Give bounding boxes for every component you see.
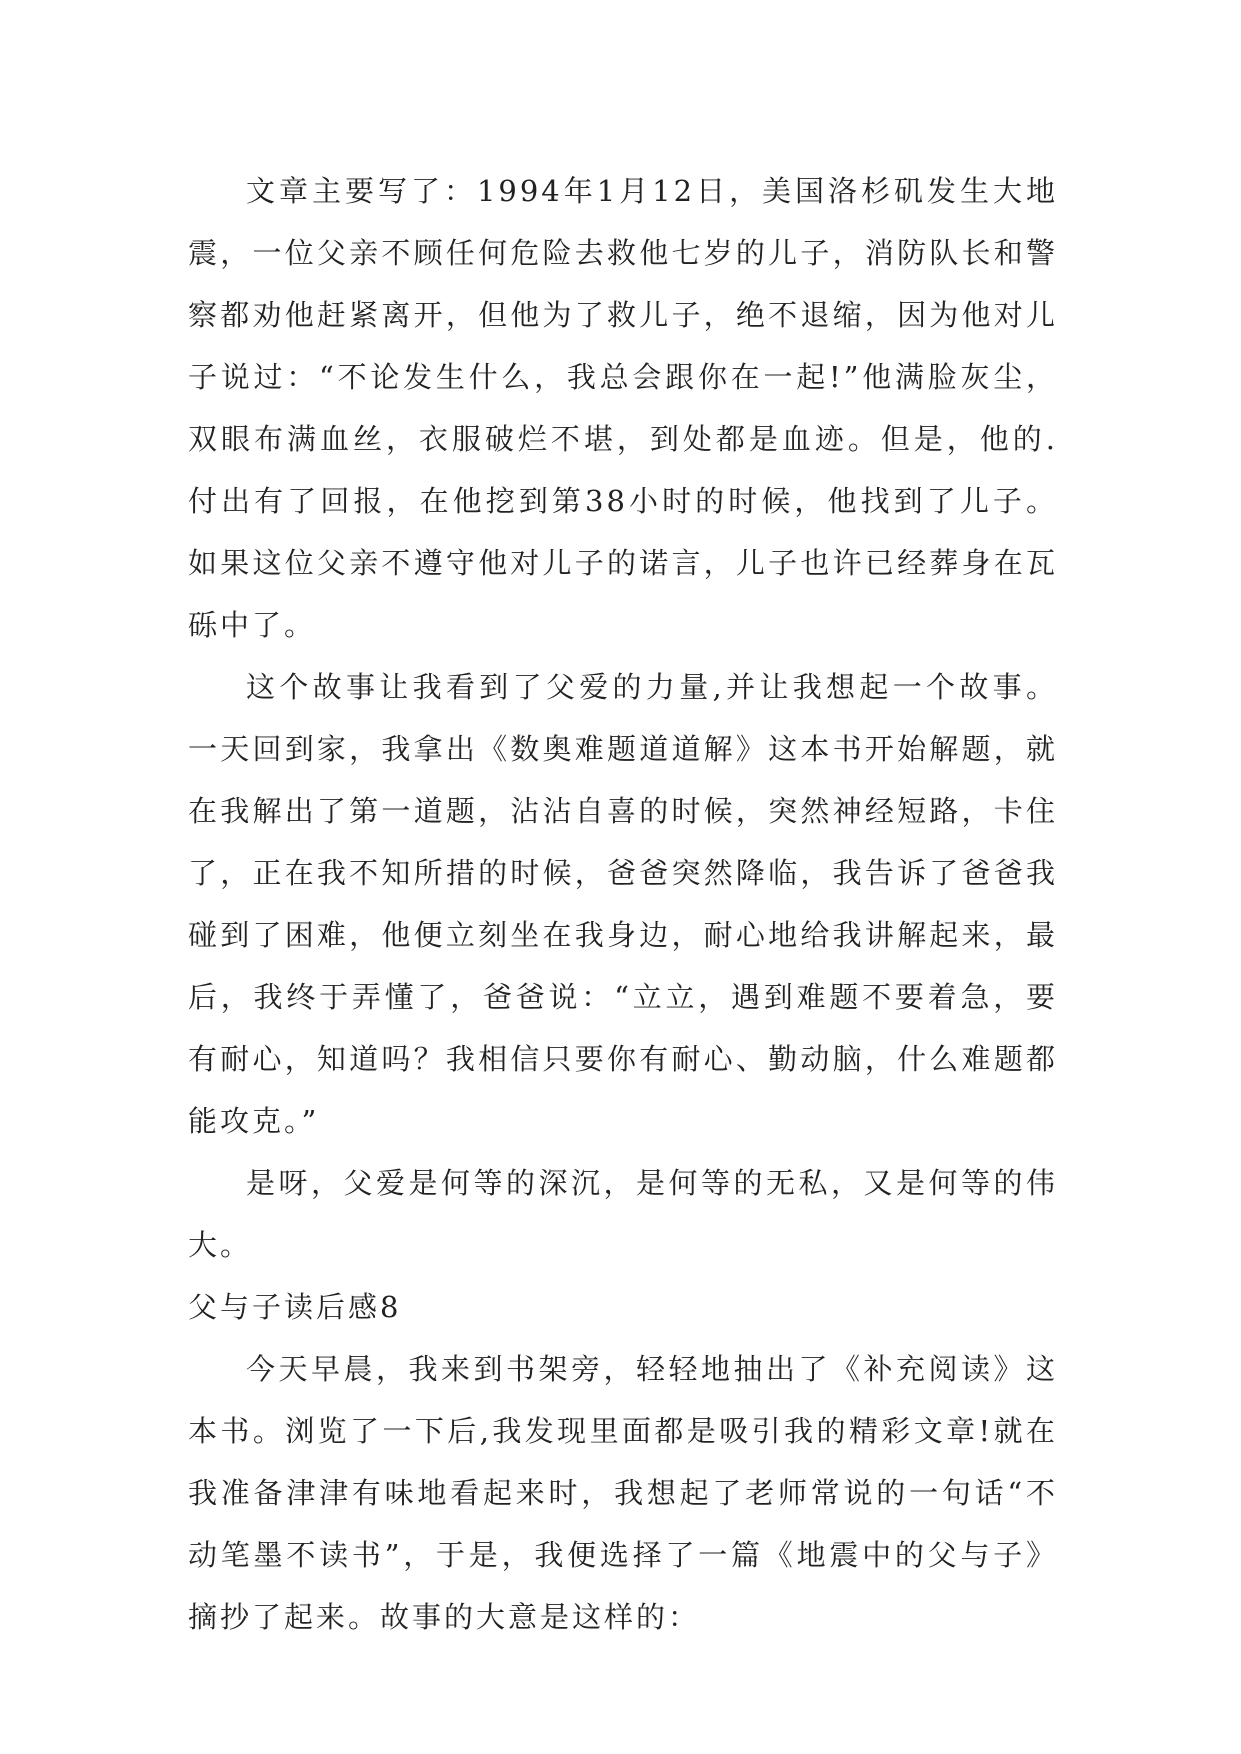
paragraph-father-love-story: 这个故事让我看到了父爱的力量,并让我想起一个故事。一天回到家，我拿出《数奥难题道道解》这本书开始解题，就在我解出了第一道题，沾沾自喜的时候，突然神经短路，卡住了，正在我不知所措的时候，爸爸突然降临，我告诉了爸爸我碰到了困难，他便立刻坐在我身边，耐心地给我讲解起来，最后，我终于弄懂了，爸爸说：“立立，遇到难题不要着急，要有耐心，知道吗？我相信只要你有耐心、勤动脑，什么难题都能攻克。” (188, 670, 1058, 1138)
paragraph-summary: 文章主要写了：1994年1月12日，美国洛杉矶发生大地震，一位父亲不顾任何危险去救他七岁的儿子，消防队长和警察都劝他赶紧离开，但他为了救儿子，绝不退缩，因为他对儿子说过：“不论发生什么，我总会跟你在一起!”他满脸灰尘，双眼布满血丝，衣服破烂不堪，到处都是血迹。但是，他的.付出有了回报，在他挖到第38小时的时候，他找到了儿子。如果这位父亲不遵守他对儿子的诺言，儿子也许已经葬身在瓦砾中了。 (188, 174, 1058, 642)
section-heading: 父与子读后感8 (188, 1290, 402, 1324)
paragraph-conclusion: 是呀，父爱是何等的深沉，是何等的无私，又是何等的伟大。 (188, 1166, 1058, 1262)
document-body (188, 160, 1058, 1648)
paragraph-morning-reading: 今天早晨，我来到书架旁，轻轻地抽出了《补充阅读》这本书。浏览了一下后,我发现里面都是吸引我的精彩文章!就在我准备津津有味地看起来时，我想起了老师常说的一句话“不动笔墨不读书”，于是，我便选择了一篇《地震中的父与子》摘抄了起来。故事的大意是这样的： (188, 1352, 1058, 1634)
